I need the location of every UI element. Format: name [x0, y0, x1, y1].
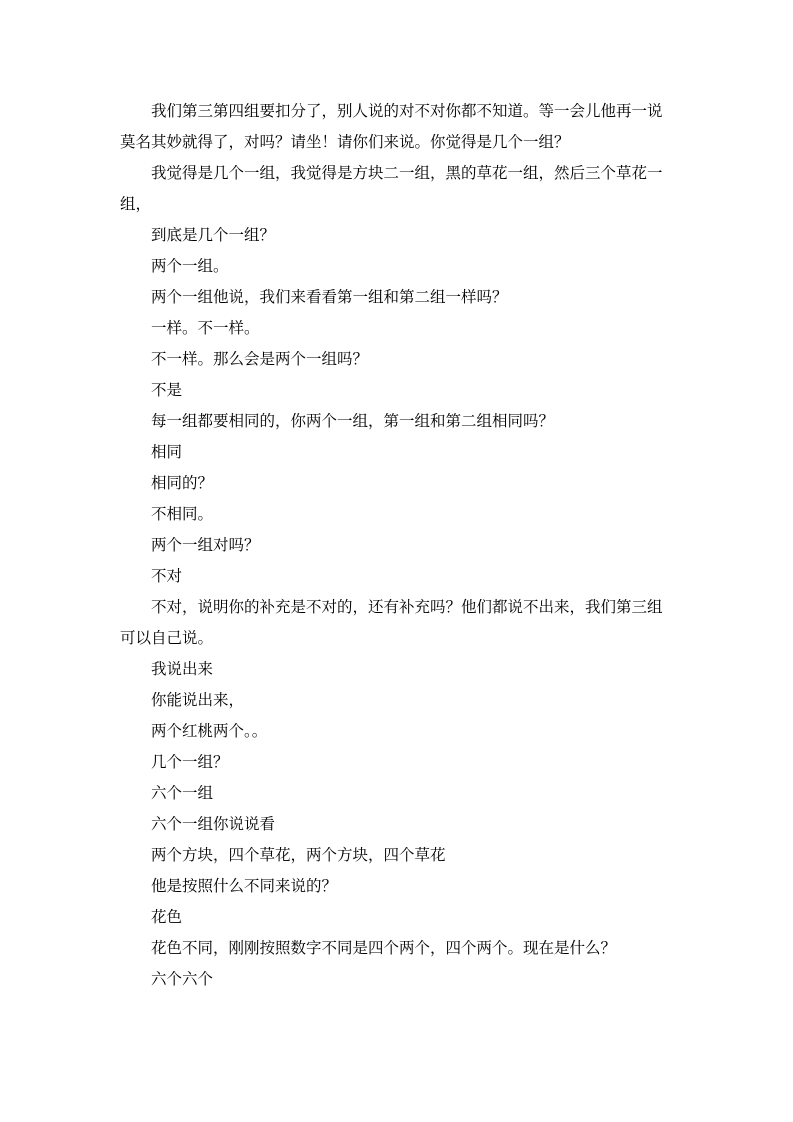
paragraph-19: 几个一组？ — [151, 753, 229, 771]
paragraph-26: 六个六个 — [151, 970, 214, 988]
paragraph-24: 花色 — [151, 908, 183, 926]
paragraph-7: 不一样。那么会是两个一组吗？ — [151, 350, 369, 368]
paragraph-9: 每一组都要相同的，你两个一组，第一组和第二组相同吗？ — [151, 412, 555, 430]
paragraph-13: 两个一组对吗？ — [151, 536, 260, 554]
paragraph-6: 一样。不一样。 — [151, 319, 260, 337]
paragraph-14: 不对 — [151, 567, 183, 585]
paragraph-5: 两个一组他说，我们来看看第一组和第二组一样吗？ — [151, 288, 508, 306]
paragraph-15: 不对，说明你的补充是不对的，还有补充吗？他们都说不出来，我们第三组可以自己说。 — [120, 598, 663, 647]
paragraph-18: 两个红桃两个。。 — [151, 722, 268, 740]
document-body — [120, 96, 675, 995]
paragraph-8: 不是 — [151, 381, 183, 399]
paragraph-10: 相同 — [151, 443, 183, 461]
paragraph-4: 两个一组。 — [151, 257, 229, 275]
paragraph-22: 两个方块，四个草花，两个方块，四个草花 — [151, 846, 446, 864]
paragraph-11: 相同的？ — [151, 474, 214, 492]
paragraph-20: 六个一组 — [151, 784, 214, 802]
paragraph-12: 不相同。 — [151, 505, 214, 523]
paragraph-16: 我说出来 — [151, 660, 214, 678]
paragraph-23: 他是按照什么不同来说的？ — [151, 877, 338, 895]
paragraph-25: 花色不同，刚刚按照数字不同是四个两个，四个两个。现在是什么？ — [151, 939, 617, 957]
paragraph-17: 你能说出来， — [151, 691, 245, 709]
paragraph-2: 我觉得是几个一组，我觉得是方块二一组，黑的草花一组，然后三个草花一组， — [120, 164, 663, 213]
paragraph-3: 到底是几个一组？ — [151, 226, 276, 244]
paragraph-1: 我们第三第四组要扣分了，别人说的对不对你都不知道。等一会儿他再一说莫名其妙就得了，对吗？请坐！请你们来说。你觉得是几个一组？ — [120, 102, 663, 151]
paragraph-21: 六个一组你说说看 — [151, 815, 276, 833]
